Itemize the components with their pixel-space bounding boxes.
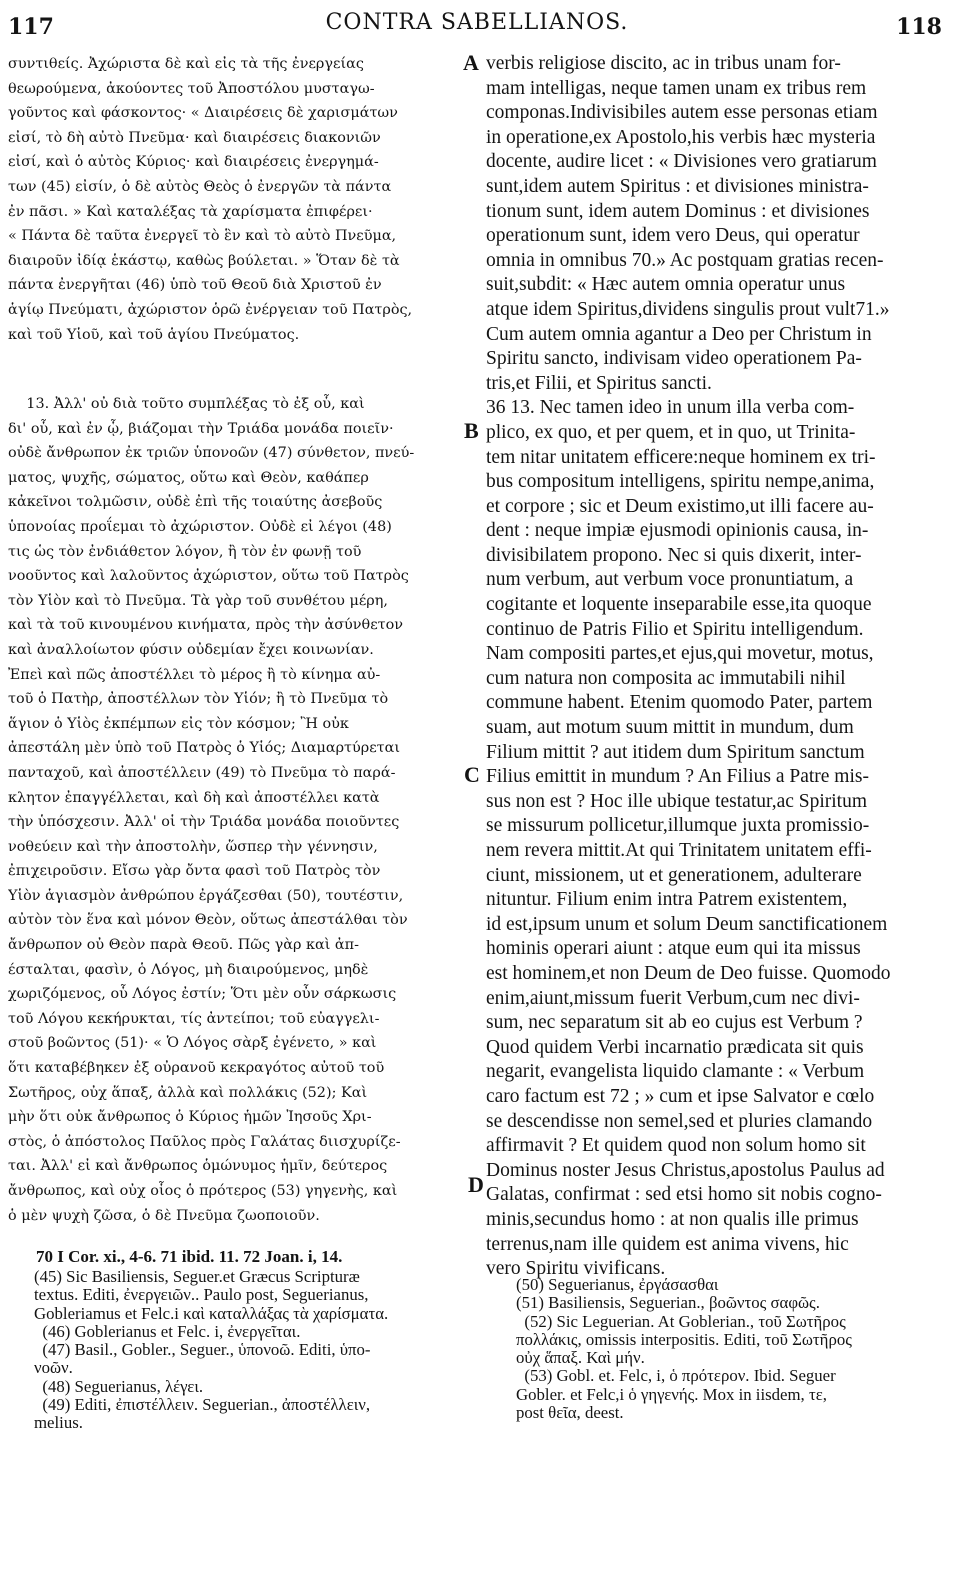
latin-line: cum natura non composita ac immutabili nihil: [486, 667, 846, 689]
footnote-line: πολλάκις, omissis interpositis. Editi, τοῦ Σωτῆρος: [516, 1329, 852, 1349]
footnote-line: Gobleriamus et Felc.i καὶ καταλλάξας τὰ χαρίσματα.: [34, 1303, 389, 1323]
latin-line: nituntur. Filium enim intra Patrem existentem,: [486, 889, 848, 911]
footnote-line: (52) Sic Leguerian. At Goblerian., τοῦ Σωτῆρος: [516, 1311, 846, 1331]
latin-line: est hominem,et non Deum de Deo fuisse. Quomodo: [486, 962, 891, 984]
running-title: CONTRA SABELLIANOS.: [325, 10, 629, 35]
greek-line: καὶ τὰ τοῦ κινουμένου κινήματα, πρὸς τὴν ἀσύνθετον: [8, 617, 404, 634]
latin-line: et corpore ; sic et Deum existimo,ut illi facere au-: [486, 495, 874, 517]
latin-line: se missurum pollicetur,illumque juxta promissio-: [486, 815, 870, 837]
footnote-line: (47) Basil., Gobler., Seguer., ὑπονοῶ. Editi, ὑπο-: [34, 1340, 371, 1360]
latin-line: bus compositum intelligens, spiritu nempe,anima,: [486, 471, 875, 493]
latin-line: 36 13. Nec tamen ideo in unum illa verba com-: [486, 397, 855, 419]
latin-line: in operatione,ex Apostolo,his verbis hæc mysteria: [486, 126, 876, 148]
greek-line: ὅτι καταβέβηκεν ἐξ οὐρανοῦ κεκραγότος αὐτοῦ τοῦ: [8, 1060, 385, 1077]
latin-line: affirmavit ? Et quidem quod non solum homo sit: [486, 1135, 866, 1157]
latin-line: sus non est ? Hoc ille ubique testatur,ac Spiritum: [486, 790, 868, 812]
footnote-line: (51) Basiliensis, Seguerian., βοῶντος σαφῶς.: [516, 1293, 820, 1313]
greek-line: « Πάντα δὲ ταῦτα ἐνεργεῖ τὸ ἓν καὶ τὸ αὐτὸ Πνεῦμα,: [8, 228, 397, 245]
greek-line: ἀπεστάλη μὲν ὑπὸ τοῦ Πατρὸς ὁ Υἱός; Διαμαρτύρεται: [8, 740, 400, 757]
latin-line: cogitante et loquente inseparabile esse,ita quoque: [486, 594, 872, 616]
latin-line: vero Spiritu vivificans.: [486, 1258, 666, 1280]
greek-line: τοῦ Λόγου κεκήρυκται, τίς ἀντείποι; τοῦ εὐαγγελι-: [8, 1010, 380, 1027]
greek-line: γοῦντος καὶ φάσκοντος· « Διαιρέσεις δὲ χαρισμάτων: [8, 105, 398, 122]
latin-line: terrenus,nam ille quidem est anima vivens, hic: [486, 1233, 849, 1255]
footnote-line: melius.: [34, 1413, 83, 1433]
latin-line: Filium mittit ? aut itidem dum Spiritum sanctum: [486, 741, 865, 763]
greek-line: ματος, ψυχῆς, σώματος, οὕτω καὶ Θεὸν, καθάπερ: [8, 469, 369, 486]
latin-line: suit,subdit: « Hæc autem omnia operatur unus: [486, 274, 846, 296]
latin-line: atque idem Spiritus,dividens singulis prout vult71.»: [486, 298, 890, 320]
greek-line: έσταλται, φασὶν, ὁ Λόγος, μὴ διαιρούμενος, μηδὲ: [8, 961, 369, 978]
latin-line: num verbum, aut verbum voce pronuntiatum, a: [486, 569, 854, 591]
greek-line: εἰσί, καὶ ὁ αὐτὸς Κύριος· καὶ διαιρέσεις ἐνεργημά-: [8, 154, 379, 171]
greek-line: ἄνθρωπον οὐ Θεὸν παρὰ Θεοῦ. Πῶς γὰρ καὶ ἀπ-: [8, 937, 359, 954]
latin-line: caro factum est 72 ; » cum et ipse Salvator e cœlo: [486, 1085, 875, 1107]
latin-line: divisibilatem propono. Nec si quis dixerit, inter-: [486, 544, 862, 566]
greek-line: μὴν ὅτι οὐκ ἄνθρωπος ὁ Κύριος ἡμῶν Ἰησοῦς Χρι-: [8, 1109, 372, 1126]
greek-line: ἄνθρωπος, καὶ οὐχ οἷος ὁ πρότερος (53) γηγενὴς, καὶ: [8, 1183, 398, 1199]
greek-line: ται. Ἀλλ' εἰ καὶ ἄνθρωπος ὁμώνυμος ἡμῖν, δεύτερος: [8, 1158, 388, 1175]
greek-line: ἅγιον ὁ Υἱὸς ἐκπέμπων εἰς τὸν κόσμον; Ἢ οὐκ: [8, 715, 349, 732]
greek-line: 13. Ἀλλ' οὐ διὰ τοῦτο συμπλέξας τὸ ἐξ οὗ, καὶ: [8, 396, 365, 412]
latin-line: minis,secundus homo : at non qualis ille primus: [486, 1208, 859, 1230]
footnote-line: νοῶν.: [34, 1358, 73, 1378]
greek-line: εἰσί, τὸ δὴ αὐτὸ Πνεῦμα· καὶ διαιρέσεις διακονιῶν: [8, 129, 381, 146]
greek-line: ὁ μὲν ψυχὴ ζῶσα, ὁ δὲ Πνεῦμα ζωοποιοῦν.: [8, 1207, 320, 1224]
latin-line: Nam compositi partes,et ejus,qui movetur, motus,: [486, 643, 874, 665]
latin-line: Quod quidem Verbi incarnatio prædicata sit quis: [486, 1036, 864, 1058]
latin-line: Galatas, confirmat : sed etsi homo sit nobis cogno-: [486, 1184, 882, 1206]
latin-line: plico, ex quo, et per quem, et in quo, ut Trinita-: [486, 421, 856, 443]
greek-line: πάντα ἐνεργῆται (46) ὑπὸ τοῦ Θεοῦ διὰ Χριστοῦ ἐν: [8, 277, 382, 294]
latin-line: operationum sunt, idem vero Deus, qui operatur: [486, 225, 860, 247]
latin-line: nem revera mittit.At qui Trinitatem unitatem effi-: [486, 840, 872, 861]
margin-marker-d: D: [468, 1172, 484, 1197]
latin-line: se descendisse non semel,sed et pluries clamando: [486, 1110, 873, 1132]
greek-line: θεωρούμενα, ἀκούοντες τοῦ Ἀποστόλου μυσταγω-: [8, 80, 375, 97]
latin-line: Filius emittit in mundum ? An Filius a Patre mis-: [486, 766, 869, 788]
greek-line: ἐν πᾶσι. » Καὶ καταλέξας τὰ χαρίσματα ἐπιφέρει·: [8, 203, 373, 220]
page-number-left: 117: [8, 14, 54, 40]
greek-line: οὐδὲ ἄνθρωπον ἐκ τριῶν ὑπονοῶν (47) σύνθετον, πνεύ-: [8, 445, 415, 462]
latin-line: enim,aiunt,missum fuerit Verbum,cum nec divi-: [486, 987, 860, 1009]
footnote-line: (53) Gobl. et. Felc, i, ὁ πρότερον. Ibid. Seguer: [516, 1366, 836, 1386]
footnotes-right: [516, 1276, 946, 1422]
latin-line: docente, audire licet : « Divisiones vero gratiarum: [486, 151, 877, 173]
greek-line: τὸν Υἱὸν καὶ τὸ Πνεῦμα. Τὰ γὰρ τοῦ συνθέτου μέρη,: [8, 592, 388, 609]
latin-line: continuo de Patris Filio et Spiritu intelligendum.: [486, 618, 864, 640]
page-number-right: 118: [896, 14, 942, 40]
footnote-line: (49) Editi, ἐπιστέλλειν. Seguerian., ἀποστέλλειν,: [34, 1395, 371, 1415]
scripture-references: 70 I Cor. xi., 4-6. 71 ibid. 11. 72 Joan. i, 14.: [36, 1247, 343, 1266]
greek-line: δι' οὗ, καὶ ἐν ᾧ, βιάζομαι τὴν Τριάδα μονάδα ποιεῖν·: [8, 420, 394, 437]
latin-line: mam intelligas, neque tamen unam ex tribus rem: [486, 77, 867, 99]
latin-line: suam, aut motum suum mittit in mundum, dum: [486, 717, 854, 739]
latin-column: [486, 52, 942, 1282]
latin-line: tionum sunt, idem autem Dominus : et divisiones: [486, 200, 870, 222]
latin-line: sum, nec separatum sit ab eo cujus est Verbum ?: [486, 1012, 863, 1034]
footnotes-left: [34, 1268, 474, 1433]
latin-line: Cum autem omnia agantur a Deo per Christum in: [486, 323, 872, 345]
latin-line: omnia in omnibus 70.» Ac postquam gratias recen-: [486, 249, 884, 271]
greek-column-part2: [8, 392, 470, 1228]
greek-line: κἀκεῖνοι τολμῶσιν, οὐδὲ ἐπὶ τῆς τοιαύτης ἀσεβοῦς: [8, 494, 383, 511]
latin-line: sunt,idem autem Spiritus : et divisiones ministra-: [486, 175, 869, 197]
greek-line: ὑπονοίας προΐεμαι τὸ ἀχώριστον. Οὐδὲ εἰ λέγοι (48): [8, 518, 392, 535]
greek-line: Ἐπεὶ καὶ πῶς ἀποστέλλει τὸ μέρος ἢ τὸ κίνημα αὐ-: [8, 666, 381, 683]
footnote-line: (48) Seguerianus, λέγει.: [34, 1376, 204, 1396]
greek-line: κλητον ἐπαγγέλλεται, καὶ δὴ καὶ ἀποστέλλει κατὰ: [8, 789, 380, 806]
footnote-line: (50) Seguerianus, ἐργάσασθαι: [516, 1276, 719, 1294]
latin-line: Spiritu sancto, indivisam video operationem Pa-: [486, 348, 862, 370]
greek-line: τις ὡς τὸν ἐνδιάθετον λόγον, ἢ τὸν ἐν φωνῇ τοῦ: [8, 543, 362, 560]
latin-line: verbis religiose discito, ac in tribus unam for-: [486, 53, 841, 74]
latin-line: Dominus noster Jesus Christus,apostolus Paulus ad: [486, 1159, 885, 1181]
greek-line: ἐπιχειροῦσιν. Εἴσω γὰρ ὄντα φασὶ τοῦ Πατρὸς τὸν: [8, 863, 381, 880]
greek-line: ἁγίῳ Πνεύματι, ἀχώριστον ὁρῶ ἐνέργειαν τοῦ Πατρὸς,: [8, 301, 413, 318]
greek-line: Υἱὸν ἁγιασμὸν ἀνθρώπου ἐργάζεσθαι (50), τουτέστιν,: [8, 887, 404, 904]
margin-marker-b: B: [464, 418, 479, 443]
greek-line: καὶ ἀναλλοίωτον φύσιν οὐδεμίαν ἔχει κοινωνίαν.: [8, 641, 374, 658]
latin-line: componas.Indivisibiles autem esse personas etiam: [486, 102, 878, 124]
greek-line: διαιροῦν ἰδίᾳ ἑκάστῳ, καθὼς βούλεται. » Ὅταν δὲ τὰ: [8, 252, 400, 269]
greek-line: νοοῦντος καὶ λαλοῦντος ἀχώριστον, οὕτω τοῦ Πατρὸς: [8, 568, 409, 585]
greek-line: τὴν ὑπόσχεσιν. Ἀλλ' οἱ τὴν Τριάδα μονάδα ποιοῦντες: [8, 814, 400, 831]
latin-line: commune habent. Etenim quomodo Pater, partem: [486, 692, 873, 714]
greek-line: τοῦ ὁ Πατὴρ, ἀποστέλλων τὸν Υἱόν; ἢ τὸ Πνεῦμα τὸ: [8, 691, 389, 708]
greek-line: των (45) εἰσίν, ὁ δὲ αὐτὸς Θεὸς ὁ ἐνεργῶν τὰ πάντα: [8, 178, 392, 195]
latin-line: id est,ipsum unum et solum Deum sanctificationem: [486, 913, 888, 935]
latin-line: tem nitar unitatem efficere:neque hominem ex tri-: [486, 446, 876, 468]
latin-line: ciunt, missionem, ut et generationem, adulterare: [486, 864, 862, 886]
greek-line: καὶ τοῦ Υἱοῦ, καὶ τοῦ ἁγίου Πνεύματος.: [8, 326, 300, 343]
latin-line: tris,et Filii, et Spiritus sancti.: [486, 372, 712, 394]
greek-line: πανταχοῦ, καὶ ἀποστέλλειν (49) τὸ Πνεῦμα τὸ παρά-: [8, 764, 396, 781]
latin-line: negarit, evangelista liquido clamante : « Verbum: [486, 1061, 865, 1083]
footnote-line: textus. Editi, ἐνεργειῶν.. Paulo post, Seguerianus,: [34, 1285, 369, 1305]
greek-line: στὸς, ὁ ἀπόστολος Παῦλος πρὸς Γαλάτας διισχυρίζε-: [8, 1133, 401, 1150]
greek-line: στοῦ βοῶντος (51)· « Ὁ Λόγος σὰρξ ἐγένετο, » καὶ: [8, 1035, 377, 1052]
greek-line: αὐτὸν τὸν ἕνα καὶ μόνον Θεὸν, οὕτως ἀπεστάλθαι τὸν: [8, 912, 408, 929]
greek-line: Σωτῆρος, οὐχ ἅπαξ, ἀλλὰ καὶ πολλάκις (52); Καὶ: [8, 1084, 368, 1101]
margin-marker-c: C: [464, 762, 480, 787]
latin-line: dent : neque impiæ ejusmodi opinionis causa, in-: [486, 520, 869, 542]
greek-column-part1: [8, 52, 470, 347]
footnote-line: Gobler. et Felc,i ὁ γηγενής. Mox in iisdem, τε,: [516, 1384, 827, 1404]
margin-marker-a: A: [463, 50, 479, 75]
latin-line: hominis operari aiunt : atque eum qui ita missus: [486, 938, 861, 960]
greek-line: χωριζόμενος, οὗ Λόγος ἐστίν; Ὅτι μὲν οὖν σάρκωσις: [8, 986, 397, 1003]
footnote-line: post θεῖα, deest.: [516, 1403, 624, 1423]
footnote-line: (46) Goblerianus et Felc. i, ἐνεργεῖται.: [34, 1321, 301, 1341]
footnote-line: (45) Sic Basiliensis, Seguer.et Græcus Scripturæ: [34, 1268, 360, 1286]
footnote-line: οὐχ ἅπαξ. Καὶ μήν.: [516, 1348, 645, 1368]
greek-line: συντιθείς. Ἀχώριστα δὲ καὶ εἰς τὰ τῆς ἐνεργείας: [8, 56, 364, 72]
greek-line: νοθεύειν καὶ τὴν ἀποστολὴν, ὥσπερ τὴν γέννησιν,: [8, 838, 378, 855]
